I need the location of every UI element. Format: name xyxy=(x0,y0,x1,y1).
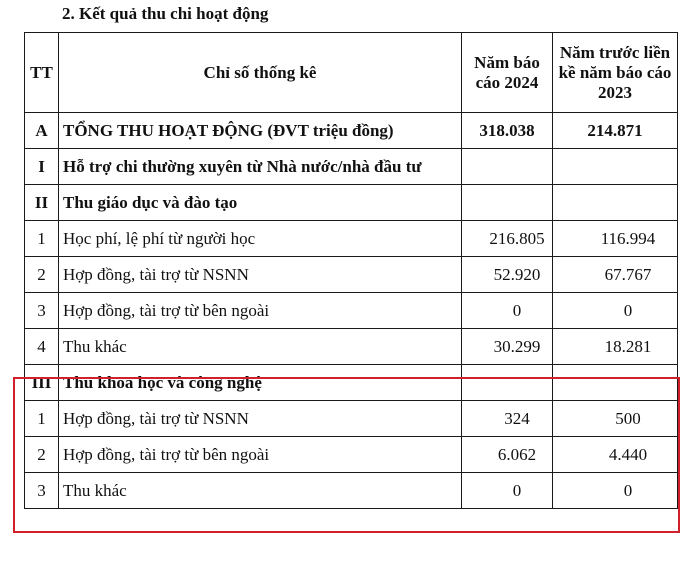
row-tt: A xyxy=(25,113,59,149)
row-value-2023: 18.281 xyxy=(553,329,678,365)
row-label: Thu khoa học và công nghệ xyxy=(59,365,462,401)
row-value-2024: 30.299 xyxy=(462,329,553,365)
row-value-2023: 214.871 xyxy=(553,113,678,149)
row-label: Hỗ trợ chi thường xuyên từ Nhà nước/nhà đầu tư xyxy=(59,149,462,185)
revenue-table xyxy=(24,32,678,509)
row-tt: 4 xyxy=(25,329,59,365)
table-header-row xyxy=(25,33,678,113)
row-value-2023 xyxy=(553,149,678,185)
row-value-2024: 52.920 xyxy=(462,257,553,293)
row-label: Hợp đồng, tài trợ từ bên ngoài xyxy=(59,293,462,329)
header-tt: TT xyxy=(25,33,59,113)
row-label: TỔNG THU HOẠT ĐỘNG (ĐVT triệu đồng) xyxy=(59,113,462,149)
row-label: Hợp đồng, tài trợ từ NSNN xyxy=(59,401,462,437)
section-heading: 2. Kết quả thu chi hoạt động xyxy=(62,4,269,23)
table-row xyxy=(25,329,678,365)
table-row xyxy=(25,149,678,185)
table-row xyxy=(25,293,678,329)
row-value-2023: 0 xyxy=(553,473,678,509)
row-tt: 1 xyxy=(25,401,59,437)
row-value-2023: 67.767 xyxy=(553,257,678,293)
table-row xyxy=(25,113,678,149)
row-value-2024 xyxy=(462,185,553,221)
row-value-2024 xyxy=(462,149,553,185)
row-value-2023: 116.994 xyxy=(553,221,678,257)
row-label: Hợp đồng, tài trợ từ NSNN xyxy=(59,257,462,293)
header-year-2024: Năm báo cáo 2024 xyxy=(462,33,553,113)
row-value-2024: 6.062 xyxy=(462,437,553,473)
row-value-2023 xyxy=(553,365,678,401)
table-row xyxy=(25,221,678,257)
row-tt: II xyxy=(25,185,59,221)
row-label: Thu khác xyxy=(59,473,462,509)
row-value-2024 xyxy=(462,365,553,401)
row-value-2024: 324 xyxy=(462,401,553,437)
row-value-2023: 500 xyxy=(553,401,678,437)
row-tt: 1 xyxy=(25,221,59,257)
row-value-2023 xyxy=(553,185,678,221)
row-label: Thu khác xyxy=(59,329,462,365)
row-tt: 3 xyxy=(25,473,59,509)
table-row xyxy=(25,401,678,437)
table-row xyxy=(25,365,678,401)
row-value-2023: 4.440 xyxy=(553,437,678,473)
table-row xyxy=(25,257,678,293)
row-value-2024: 318.038 xyxy=(462,113,553,149)
header-year-2023: Năm trước liền kề năm báo cáo 2023 xyxy=(553,33,678,113)
row-label: Thu giáo dục và đào tạo xyxy=(59,185,462,221)
row-label: Học phí, lệ phí từ người học xyxy=(59,221,462,257)
table-row xyxy=(25,437,678,473)
row-value-2024: 0 xyxy=(462,293,553,329)
row-tt: 3 xyxy=(25,293,59,329)
row-tt: 2 xyxy=(25,257,59,293)
table-row xyxy=(25,473,678,509)
row-tt: I xyxy=(25,149,59,185)
row-label: Hợp đồng, tài trợ từ bên ngoài xyxy=(59,437,462,473)
header-indicator: Chỉ số thống kê xyxy=(59,33,462,113)
row-tt: III xyxy=(25,365,59,401)
row-value-2023: 0 xyxy=(553,293,678,329)
row-value-2024: 216.805 xyxy=(462,221,553,257)
row-value-2024: 0 xyxy=(462,473,553,509)
table-row xyxy=(25,185,678,221)
row-tt: 2 xyxy=(25,437,59,473)
